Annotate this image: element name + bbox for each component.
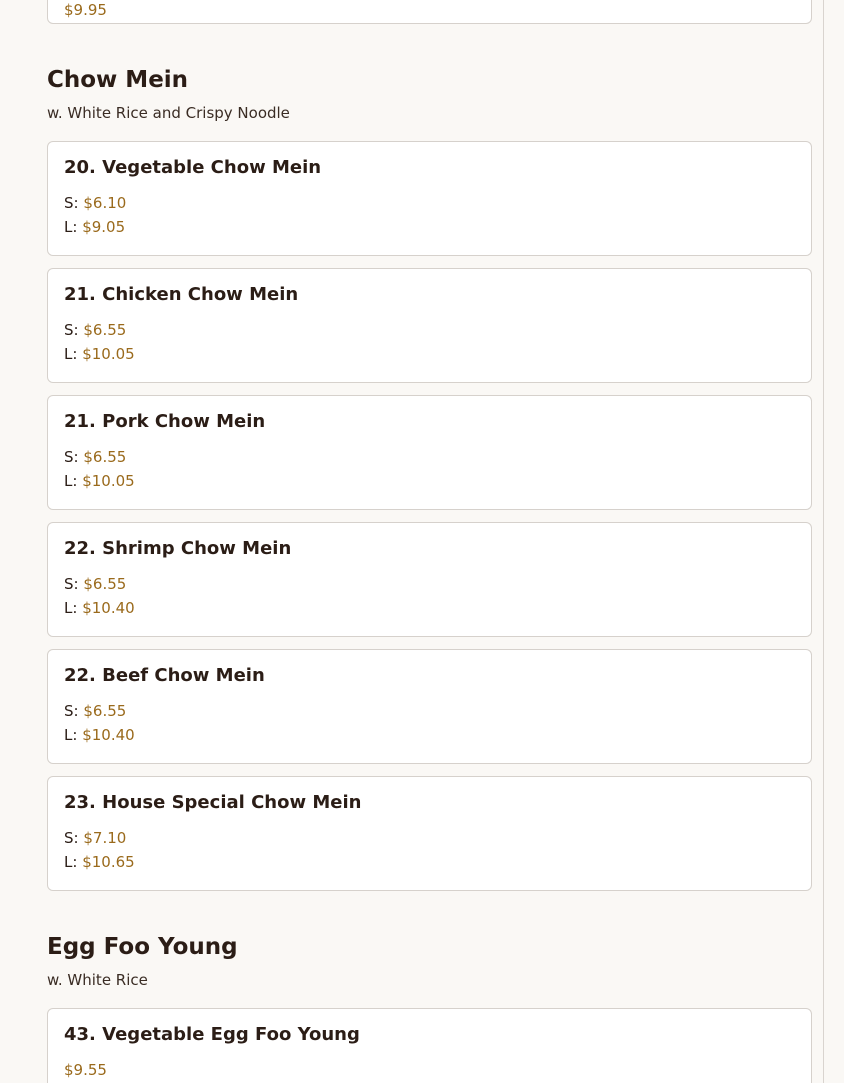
large-price-line [64, 342, 795, 366]
large-price: $10.05 [82, 345, 135, 363]
small-price: $6.55 [83, 321, 127, 339]
section-subtitle: w. White Rice and Crispy Noodle [47, 104, 290, 122]
section-title: Chow Mein [47, 67, 189, 93]
small-price-line [64, 445, 795, 469]
section-egg-foo-young [47, 932, 812, 1083]
item-name: 22. Beef Chow Mein [64, 665, 265, 686]
large-price-line [64, 596, 795, 620]
item-name: 43. Vegetable Egg Foo Young [64, 1024, 360, 1045]
menu-item-card[interactable] [47, 141, 812, 256]
size-label: S: [64, 702, 79, 720]
small-price: $6.55 [83, 702, 127, 720]
item-price: $9.95 [64, 1, 107, 19]
menu-item-card[interactable] [47, 1008, 812, 1083]
price-line [64, 0, 795, 22]
item-name: 20. Vegetable Chow Mein [64, 157, 322, 178]
menu-item-card[interactable] [47, 522, 812, 637]
large-price: $10.40 [82, 599, 135, 617]
item-name: 23. House Special Chow Mein [64, 792, 362, 813]
large-price-line [64, 469, 795, 493]
item-name: 22. Shrimp Chow Mein [64, 538, 292, 559]
size-label: L: [64, 472, 78, 490]
menu-item-card[interactable] [47, 395, 812, 510]
large-price: $10.40 [82, 726, 135, 744]
small-price: $7.10 [83, 829, 127, 847]
size-label: S: [64, 194, 79, 212]
small-price-line [64, 572, 795, 596]
large-price-line [64, 850, 795, 874]
item-price: $9.55 [64, 1061, 107, 1079]
section-subtitle: w. White Rice [47, 971, 148, 989]
size-label: S: [64, 829, 79, 847]
section-title: Egg Foo Young [47, 934, 238, 960]
size-label: S: [64, 448, 79, 466]
section-spacer [47, 903, 812, 932]
menu-item-card[interactable] [47, 649, 812, 764]
size-label: L: [64, 853, 78, 871]
size-label: L: [64, 345, 78, 363]
size-label: L: [64, 599, 78, 617]
small-price-line [64, 318, 795, 342]
menu-content [47, 0, 812, 1083]
large-price: $9.05 [82, 218, 126, 236]
menu-item-card[interactable] [47, 776, 812, 891]
item-name: 21. Pork Chow Mein [64, 411, 266, 432]
large-price: $10.65 [82, 853, 135, 871]
large-price: $10.05 [82, 472, 135, 490]
small-price: $6.55 [83, 575, 127, 593]
size-label: L: [64, 726, 78, 744]
menu-item-card[interactable] [47, 268, 812, 383]
large-price-line [64, 215, 795, 239]
small-price: $6.55 [83, 448, 127, 466]
small-price-line [64, 699, 795, 723]
size-label: S: [64, 575, 79, 593]
small-price: $6.10 [83, 194, 127, 212]
section-chow-mein [47, 65, 812, 891]
large-price-line [64, 723, 795, 747]
small-price-line [64, 826, 795, 850]
price-line [64, 1058, 795, 1082]
size-label: S: [64, 321, 79, 339]
small-price-line [64, 191, 795, 215]
page-divider [823, 0, 824, 1083]
size-label: L: [64, 218, 78, 236]
item-name: 21. Chicken Chow Mein [64, 284, 299, 305]
menu-item-card[interactable] [47, 0, 812, 24]
